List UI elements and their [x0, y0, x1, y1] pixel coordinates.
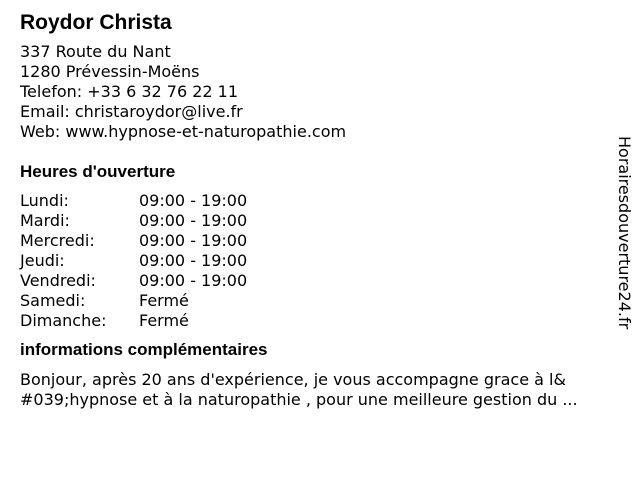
hours-row-thursday [20, 251, 620, 271]
time-value: 09:00 - 19:00 [139, 271, 248, 290]
business-name: Roydor Christa [20, 11, 172, 34]
info-text-line: #039;hypnose et à la naturopathie , pour une meilleure gestion du ... [20, 390, 578, 409]
info-description [20, 370, 632, 410]
time-value: 09:00 - 19:00 [139, 191, 248, 210]
business-card [20, 10, 620, 410]
hours-row-friday [20, 271, 620, 291]
address-city: 1280 Prévessin-Moëns [20, 62, 200, 81]
website-line[interactable]: Web: www.hypnose-et-naturopathie.com [20, 122, 347, 141]
info-text-line: Bonjour, après 20 ans d'expérience, je vous accompagne grace à l& [20, 370, 566, 389]
day-label: Mercredi: [20, 231, 95, 250]
hours-heading: Heures d'ouverture [20, 162, 176, 181]
hours-row-monday [20, 191, 620, 211]
address-street: 337 Route du Nant [20, 42, 171, 61]
info-heading: informations complémentaires [20, 340, 268, 359]
time-value: Fermé [139, 311, 189, 330]
hours-table [20, 191, 620, 331]
time-value: Fermé [139, 291, 189, 310]
brand-watermark: Horairesdouverture24.fr [615, 136, 634, 330]
hours-row-wednesday [20, 231, 620, 251]
day-label: Vendredi: [20, 271, 96, 290]
time-value: 09:00 - 19:00 [139, 211, 248, 230]
phone-line[interactable]: Telefon: +33 6 32 76 22 11 [20, 82, 239, 101]
email-line[interactable]: Email: christaroydor@live.fr [20, 102, 243, 121]
day-label: Lundi: [20, 191, 69, 210]
time-value: 09:00 - 19:00 [139, 231, 248, 250]
day-label: Samedi: [20, 291, 86, 310]
day-label: Dimanche: [20, 311, 107, 330]
time-value: 09:00 - 19:00 [139, 251, 248, 270]
day-label: Jeudi: [20, 251, 65, 270]
hours-row-sunday [20, 311, 620, 331]
hours-row-tuesday [20, 211, 620, 231]
day-label: Mardi: [20, 211, 70, 230]
hours-row-saturday [20, 291, 620, 311]
